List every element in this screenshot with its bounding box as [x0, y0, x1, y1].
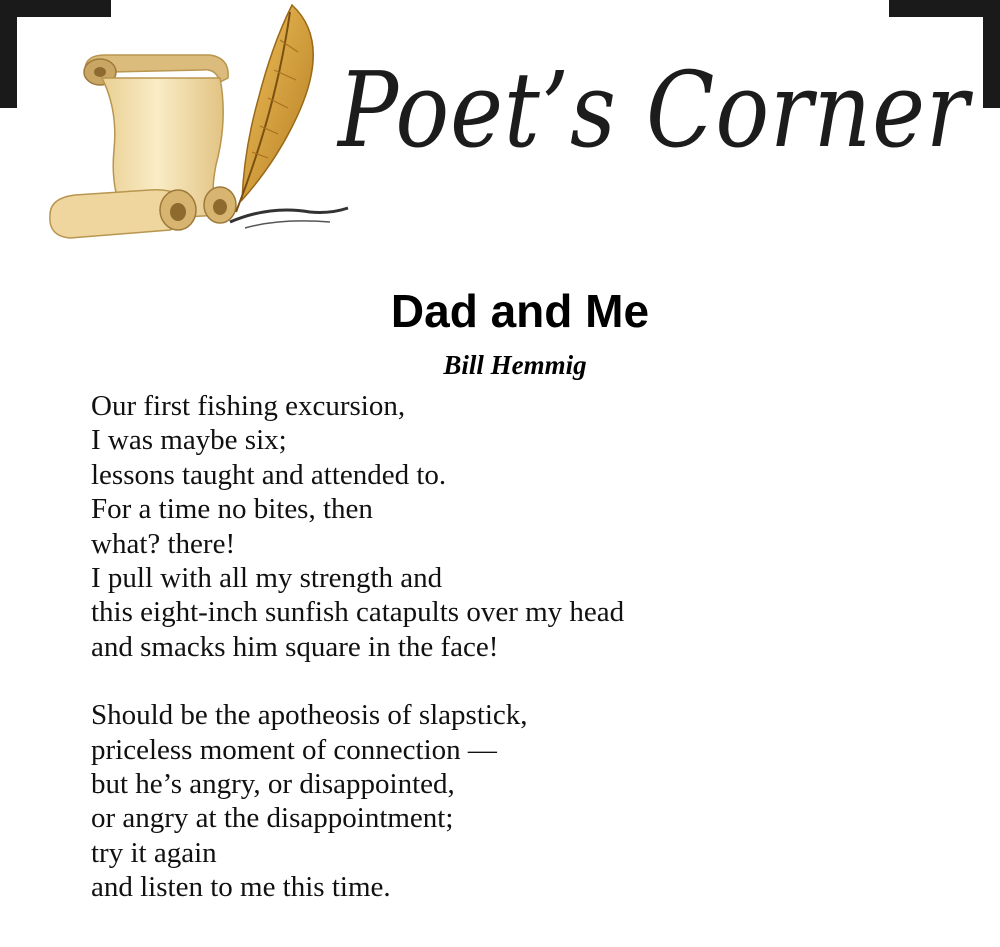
- poem-line: priceless moment of connection —: [91, 733, 497, 766]
- poem-line: I was maybe six;: [91, 424, 287, 457]
- scroll-and-quill-icon: [30, 0, 350, 245]
- banner-title: Poet’s Corner: [338, 49, 970, 171]
- poem-line: For a time no bites, then: [91, 493, 373, 526]
- poem-line: or angry at the disappointment;: [91, 802, 454, 835]
- poem-line: Should be the apotheosis of slapstick,: [91, 699, 528, 732]
- poem-line: try it again: [91, 836, 217, 869]
- poem-line: lessons taught and attended to.: [91, 458, 447, 491]
- poem-line: I pull with all my strength and: [91, 561, 443, 594]
- poem-line: this eight-inch sunfish catapults over my head: [91, 596, 625, 629]
- poem-title: Dad and Me: [390, 285, 650, 337]
- poem-line: and listen to me this time.: [91, 871, 391, 904]
- stanza-2: [91, 698, 971, 904]
- stanza-break: [91, 664, 971, 698]
- poets-corner-banner: [0, 0, 1000, 250]
- poem-line: Our first fishing excursion,: [91, 390, 406, 422]
- stanza-1: [91, 389, 971, 664]
- poem-body: [91, 389, 971, 904]
- poem-line: but he’s angry, or disappointed,: [91, 767, 455, 800]
- poem-author: Bill Hemmig: [443, 350, 587, 380]
- poem-line: and smacks him square in the face!: [91, 630, 499, 663]
- poem-line: what? there!: [91, 527, 236, 560]
